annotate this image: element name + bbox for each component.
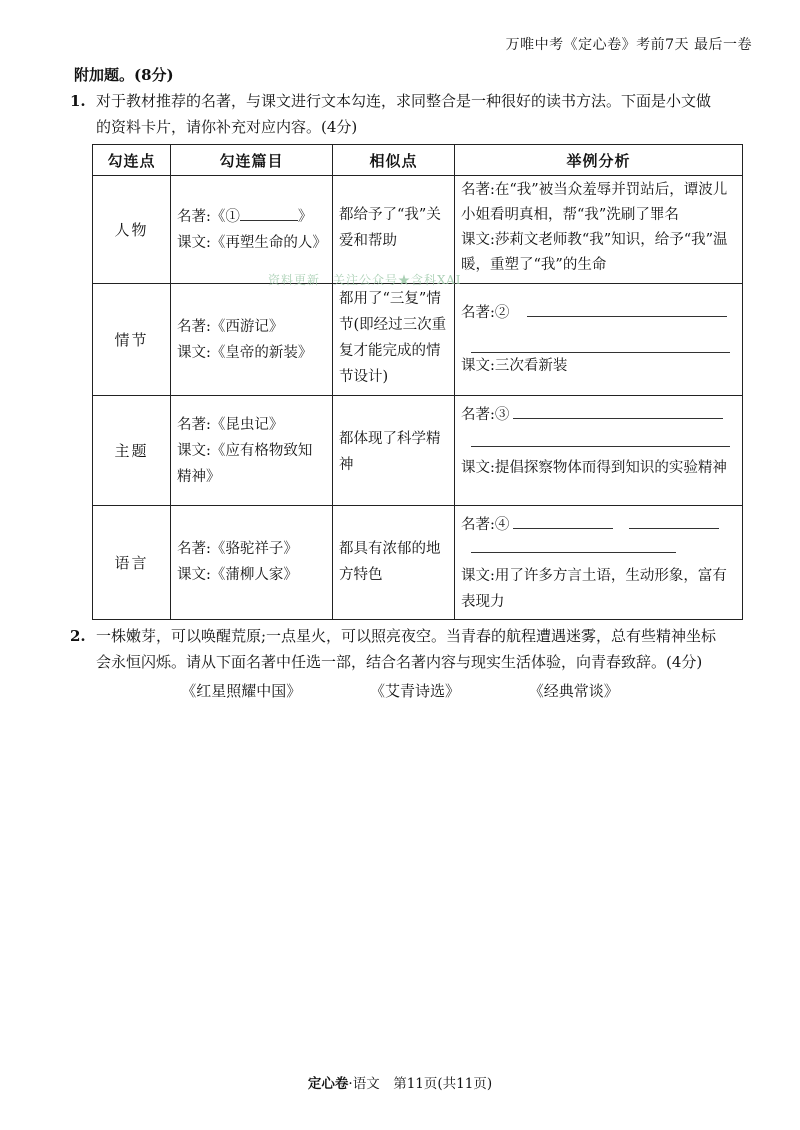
works-label-end: 》 — [297, 209, 313, 225]
answer-blank-4b[interactable] — [629, 510, 719, 529]
works-line — [177, 202, 326, 230]
book-option: 《红星照耀中国》 — [181, 682, 302, 700]
question-1-line1 — [70, 88, 750, 114]
link-point-cell: 语言 — [93, 506, 171, 620]
question-1-line2: 的资料卡片，请你补充对应内容。(4分) — [96, 118, 358, 136]
similar-cell — [333, 176, 455, 284]
answer-blank-4a[interactable] — [513, 510, 613, 529]
table-row — [93, 176, 743, 284]
question-2 — [70, 623, 750, 675]
works-line: 名著:《骆驼祥子》 — [177, 541, 298, 557]
question-2-line2: 会永恒闪烁。请从下面名著中任选一部，结合名著内容与现实生活体验，向青春致辞。(4分) — [96, 653, 703, 671]
section-title: 附加题。(8分) — [74, 66, 174, 84]
answer-blank-3b[interactable] — [471, 428, 730, 447]
question-2-text: 一株嫩芽，可以唤醒荒原;一点星火，可以照亮夜空。当青春的航程遭遇迷雾，总有些精神坐标 — [96, 627, 717, 645]
link-point-cell: 情节 — [93, 284, 171, 396]
header-cell: 相似点 — [333, 145, 455, 176]
analysis-answer-line — [461, 510, 736, 538]
works-line: 课文:《应有格物致知精神》 — [177, 443, 313, 485]
works-line: 课文:《皇帝的新装》 — [177, 345, 313, 361]
analysis-text: 课文:提倡探察物体而得到知识的实验精神 — [461, 460, 727, 476]
answer-blank-2a[interactable] — [527, 298, 727, 317]
analysis-cell — [455, 176, 743, 284]
works-line: 名著:《昆虫记》 — [177, 417, 284, 433]
book-options — [0, 680, 800, 701]
works-cell — [171, 176, 333, 284]
page-footer — [0, 1072, 800, 1092]
similar-text: 都给予了“我”关爱和帮助 — [339, 207, 441, 249]
table-row — [93, 284, 743, 396]
link-point-cell: 主题 — [93, 396, 171, 506]
header-cell: 勾连篇目 — [171, 145, 333, 176]
table-row — [93, 396, 743, 506]
similar-text: 都用了“三复”情节(即经过三次重复才能完成的情节设计) — [339, 291, 447, 385]
similar-cell — [333, 396, 455, 506]
table-row — [93, 506, 743, 620]
link-point-cell: 人物 — [93, 176, 171, 284]
question-1 — [70, 88, 750, 140]
answer-blank-1[interactable] — [240, 202, 298, 221]
watermark: 资料更新 关注公众号★含科XAI — [268, 273, 462, 287]
similar-text: 都体现了科学精神 — [339, 431, 441, 473]
works-cell — [171, 284, 333, 396]
similar-cell — [333, 506, 455, 620]
works-cell — [171, 396, 333, 506]
question-2-line1 — [70, 623, 750, 649]
analysis-answer-line — [461, 298, 736, 326]
answer-blank-4c[interactable] — [471, 538, 676, 553]
question-1-text: 对于教材推荐的名著，与课文进行文本勾连，求同整合是一种很好的读书方法。下面是小文做 — [96, 92, 712, 110]
analysis-label: 名著:② — [461, 305, 510, 321]
works-cell — [171, 506, 333, 620]
similar-cell — [333, 284, 455, 396]
works-line: 课文:《蒲柳人家》 — [177, 567, 298, 583]
answer-blank-3a[interactable] — [513, 400, 723, 419]
analysis-cell — [455, 506, 743, 620]
page-header: 万唯中考《定心卷》考前7天 最后一卷 — [505, 37, 752, 53]
question-number: 1. — [70, 92, 86, 110]
header-cell: 勾连点 — [93, 145, 171, 176]
works-line: 课文:《再塑生命的人》 — [177, 235, 327, 251]
header-cell: 举例分析 — [455, 145, 743, 176]
footer-text: ·语文 第11页(共11页) — [348, 1076, 493, 1092]
question-number: 2. — [70, 627, 86, 645]
analysis-text: 课文:用了许多方言土语，生动形象，富有表现力 — [461, 568, 727, 610]
works-line: 名著:《西游记》 — [177, 319, 284, 335]
works-label: 名著:《① — [177, 209, 240, 225]
analysis-label: 名著:③ — [461, 407, 510, 423]
table-header-row — [93, 145, 743, 176]
analysis-answer-line — [461, 400, 736, 428]
analysis-text: 课文:三次看新装 — [461, 358, 568, 374]
reading-card-table — [92, 144, 743, 620]
book-option: 《经典常谈》 — [528, 682, 619, 700]
book-option: 《艾青诗选》 — [369, 682, 460, 700]
analysis-cell — [455, 284, 743, 396]
analysis-label: 名著:④ — [461, 517, 510, 533]
similar-text: 都具有浓郁的地方特色 — [339, 541, 441, 583]
analysis-text: 名著:在“我”被当众羞辱并罚站后，谭波儿小姐看明真相，帮“我”洗刷了罪名 课文:莎莉文老师教“我”知识，给予“我”温暖，重塑了“我”的生命 — [461, 182, 728, 273]
footer-brand: 定心卷 — [307, 1076, 349, 1092]
answer-blank-2b[interactable] — [471, 326, 730, 353]
analysis-cell — [455, 396, 743, 506]
